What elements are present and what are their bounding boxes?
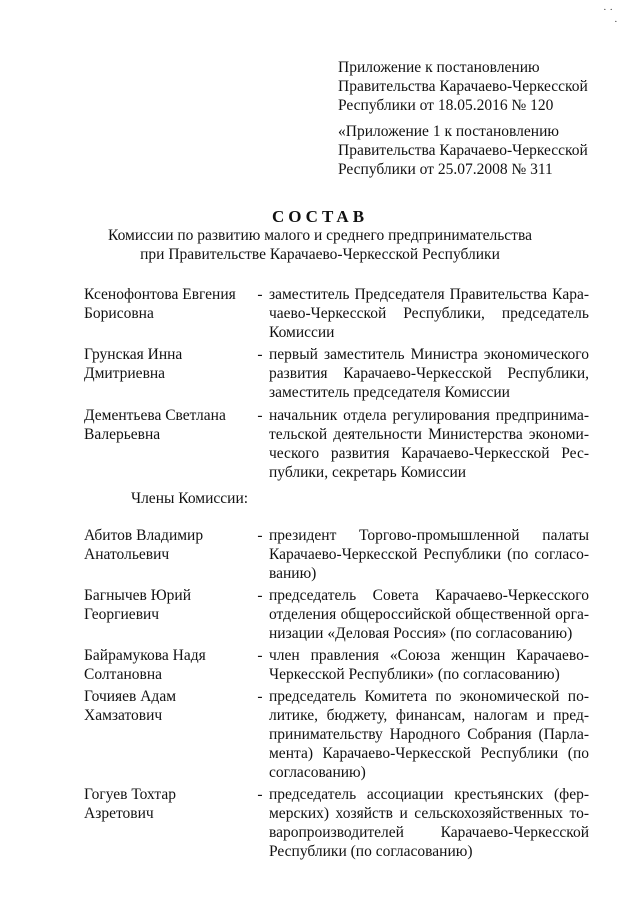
entry-dash: -: [257, 346, 263, 363]
entry-dash: -: [257, 587, 263, 604]
header-line: «Приложение 1 к постановлению: [338, 123, 559, 140]
member-name: Дементьева Светлана Валерьевна: [84, 407, 226, 443]
header-line: Приложение к постановлению: [338, 59, 540, 76]
member-name: Абитов Владимир Анатольевич: [84, 527, 204, 563]
member-name: Ксенофонтова Евгения Борисовна: [84, 286, 236, 322]
members-label: Члены Комиссии:: [131, 490, 249, 507]
header-line: Республики от 18.05.2016 № 120: [338, 97, 554, 114]
member-name: Грунская Инна Дмитриевна: [84, 346, 183, 382]
member-position: президент Торгово-промышленной палаты Карачаево-Черкесской Республики (по согласо- ванию): [269, 527, 589, 582]
member-position: первый заместитель Министра экономического развития Карачаево-Черкесской Республики, заместитель председателя Комиссии: [269, 346, 589, 401]
member-position: председатель Совета Карачаево-Черкесского отделения общероссийской общественной орга- низации «Деловая Россия» (по согласованию): [269, 587, 589, 642]
member-name: Багнычев Юрий Георгиевич: [84, 587, 191, 623]
member-position: член правления «Союза женщин Карачаево- Черкесской Республики» (по согласованию): [269, 647, 589, 683]
member-name: Гочияев Адам Хамзатович: [84, 688, 177, 724]
subtitle-line: Комиссии по развитию малого и среднего предпринимательства: [108, 227, 532, 244]
header-line: Правительства Карачаево-Черкесской: [338, 78, 588, 95]
header-block-2: [338, 122, 598, 179]
document-title: СОСТАВ: [271, 207, 369, 226]
member-position: начальник отдела регулирования предпринима- тельской деятельности Министерства экономи- ческого развития Карачаево-Черкесской Рес- публики, секретарь Комиссии: [269, 407, 589, 481]
member-position: председатель ассоциации крестьянских (фер- мерских) хозяйств и сельскохозяйственных то- варопроизводителей Карачаево-Черкесской Республики (по согласованию): [269, 786, 589, 860]
header-block-1: [338, 58, 598, 115]
entry-dash: -: [257, 786, 263, 803]
header-line: Правительства Карачаево-Черкесской: [338, 142, 588, 159]
subtitle-line: при Правительстве Карачаево-Черкесской Республики: [140, 246, 500, 263]
scan-marks: · · ·: [603, 4, 618, 28]
entry-dash: -: [257, 286, 263, 303]
header-line: Республики от 25.07.2008 № 311: [338, 161, 553, 178]
member-position: председатель Комитета по экономической по- литике, бюджету, финансам, налогам и пред- принимательству Народного Собрания (Парла- мента) Карачаево-Черкесской Республики (по согласованию): [269, 688, 589, 781]
member-name: Гогуев Тохтар Азретович: [84, 786, 176, 822]
entry-dash: -: [257, 407, 263, 424]
member-name: Байрамукова Надя Солтановна: [84, 647, 206, 683]
document-subtitle: [0, 226, 640, 264]
entry-dash: -: [257, 647, 263, 664]
entry-dash: -: [257, 527, 263, 544]
entry-dash: -: [257, 688, 263, 705]
member-position: заместитель Председателя Правительства Кара- чаево-Черкесской Республики, председатель Комиссии: [269, 286, 589, 341]
